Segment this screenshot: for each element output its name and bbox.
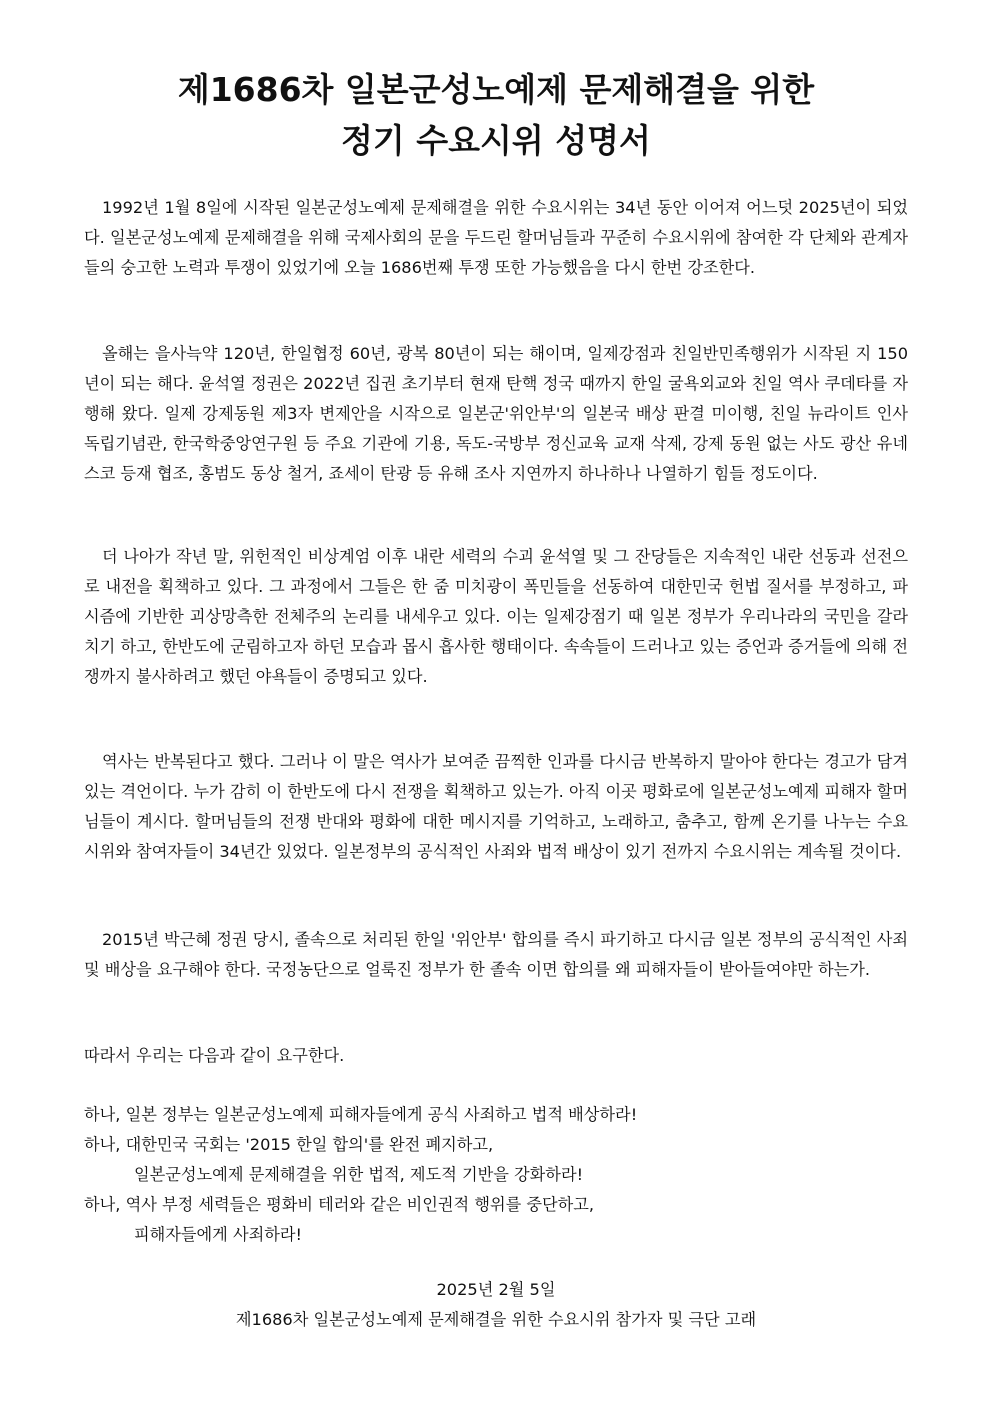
statement-date: 2025년 2월 5일 [436, 1280, 556, 1299]
demand-2-continuation: 일본군성노예제 문제해결을 위한 법적, 제도적 기반을 강화하라! [134, 1165, 584, 1184]
demand-3: 하나, 역사 부정 세력들은 평화비 테러와 같은 비인권적 행위를 중단하고, [84, 1195, 595, 1214]
paragraph-text: 역사는 반복된다고 했다. 그러나 이 말은 역사가 보여준 끔찍한 인과를 다시금 반복하지 말아야 한다는 경고가 담겨있는 격언이다. 누가 감히 이 한반도에 다시 전쟁을 획책하고 있는가. 아직 이곳 평화로에 일본군성노예제 피해자 할머님들이 계시다. 할머님들의 전쟁 반대와 평화에 대한 메시지를 기억하고, 노래하고, 춤추고, 함께 온기를 나누는 수요시위와 참여자들이 34년간 있었다. 일본정부의 공식적인 사죄와 법적 배상이 있기 전까지 수요시위는 계속될 것이다. [84, 752, 908, 861]
demands-list [84, 1100, 908, 1250]
demand-3-continuation: 피해자들에게 사죄하라! [134, 1225, 303, 1244]
paragraph-3 [84, 542, 908, 692]
paragraph-1 [84, 193, 908, 283]
paragraph-text: 따라서 우리는 다음과 같이 요구한다. [84, 1046, 345, 1065]
paragraph-text: 1992년 1월 8일에 시작된 일본군성노예제 문제해결을 위한 수요시위는 34년 동안 이어져 어느덧 2025년이 되었다. 일본군성노예제 문제해결을 위해 국제사회의 문을 두드린 할머님들과 꾸준히 수요시위에 참여한 각 단체와 관계자들의 숭고한 노력과 투쟁이 있었기에 오늘 1686번째 투쟁 또한 가능했음을 다시 한번 강조한다. [84, 198, 908, 277]
paragraph-5 [84, 925, 908, 985]
demand-1: 하나, 일본 정부는 일본군성노예제 피해자들에게 공식 사죄하고 법적 배상하라! [84, 1105, 638, 1124]
demand-2: 하나, 대한민국 국회는 '2015 한일 합의'를 완전 폐지하고, [84, 1135, 494, 1154]
paragraph-text: 더 나아가 작년 말, 위헌적인 비상계엄 이후 내란 세력의 수괴 윤석열 및 그 잔당들은 지속적인 내란 선동과 선전으로 내전을 획책하고 있다. 그 과정에서 그들은 한 줌 미치광이 폭민들을 선동하여 대한민국 헌법 질서를 부정하고, 파시즘에 기반한 괴상망측한 전체주의 논리를 내세우고 있다. 이는 일제강점기 때 일본 정부가 우리나라의 국민을 갈라치기 하고, 한반도에 군림하고자 하던 모습과 몹시 흡사한 행태이다. 속속들이 드러나고 있는 증언과 증거들에 의해 전쟁까지 불사하려고 했던 야욕들이 증명되고 있다. [84, 547, 908, 686]
paragraph-text: 2015년 박근혜 정권 당시, 졸속으로 처리된 한일 '위안부' 합의를 즉시 파기하고 다시금 일본 정부의 공식적인 사죄 및 배상을 요구해야 한다. 국정농단으로 얼룩진 정부가 한 졸속 이면 합의를 왜 피해자들이 받아들여야만 하는가. [84, 930, 908, 979]
paragraph-2 [84, 339, 908, 489]
document-title-line2: 정기 수요시위 성명서 [341, 121, 651, 160]
document-title-line1: 제1686차 일본군성노예제 문제해결을 위한 [177, 70, 815, 109]
statement-signer: 제1686차 일본군성노예제 문제해결을 위한 수요시위 참가자 및 극단 고래 [235, 1310, 757, 1329]
paragraph-4 [84, 747, 908, 867]
paragraph-6 [84, 1041, 908, 1071]
paragraph-text: 올해는 을사늑약 120년, 한일협정 60년, 광복 80년이 되는 해이며, 일제강점과 친일반민족행위가 시작된 지 150년이 되는 해다. 윤석열 정권은 2022년 집권 초기부터 현재 탄핵 정국 때까지 한일 굴욕외교와 친일 역사 쿠데타를 자행해 왔다. 일제 강제동원 제3자 변제안을 시작으로 일본군'위안부'의 일본국 배상 판결 미이행, 친일 뉴라이트 인사 독립기념관, 한국학중앙연구원 등 주요 기관에 기용, 독도-국방부 정신교육 교재 삭제, 강제 동원 없는 사도 광산 유네스코 등재 협조, 홍범도 동상 철거, 죠세이 탄광 등 유해 조사 지연까지 하나하나 나열하기 힘들 정도이다. [84, 344, 908, 483]
